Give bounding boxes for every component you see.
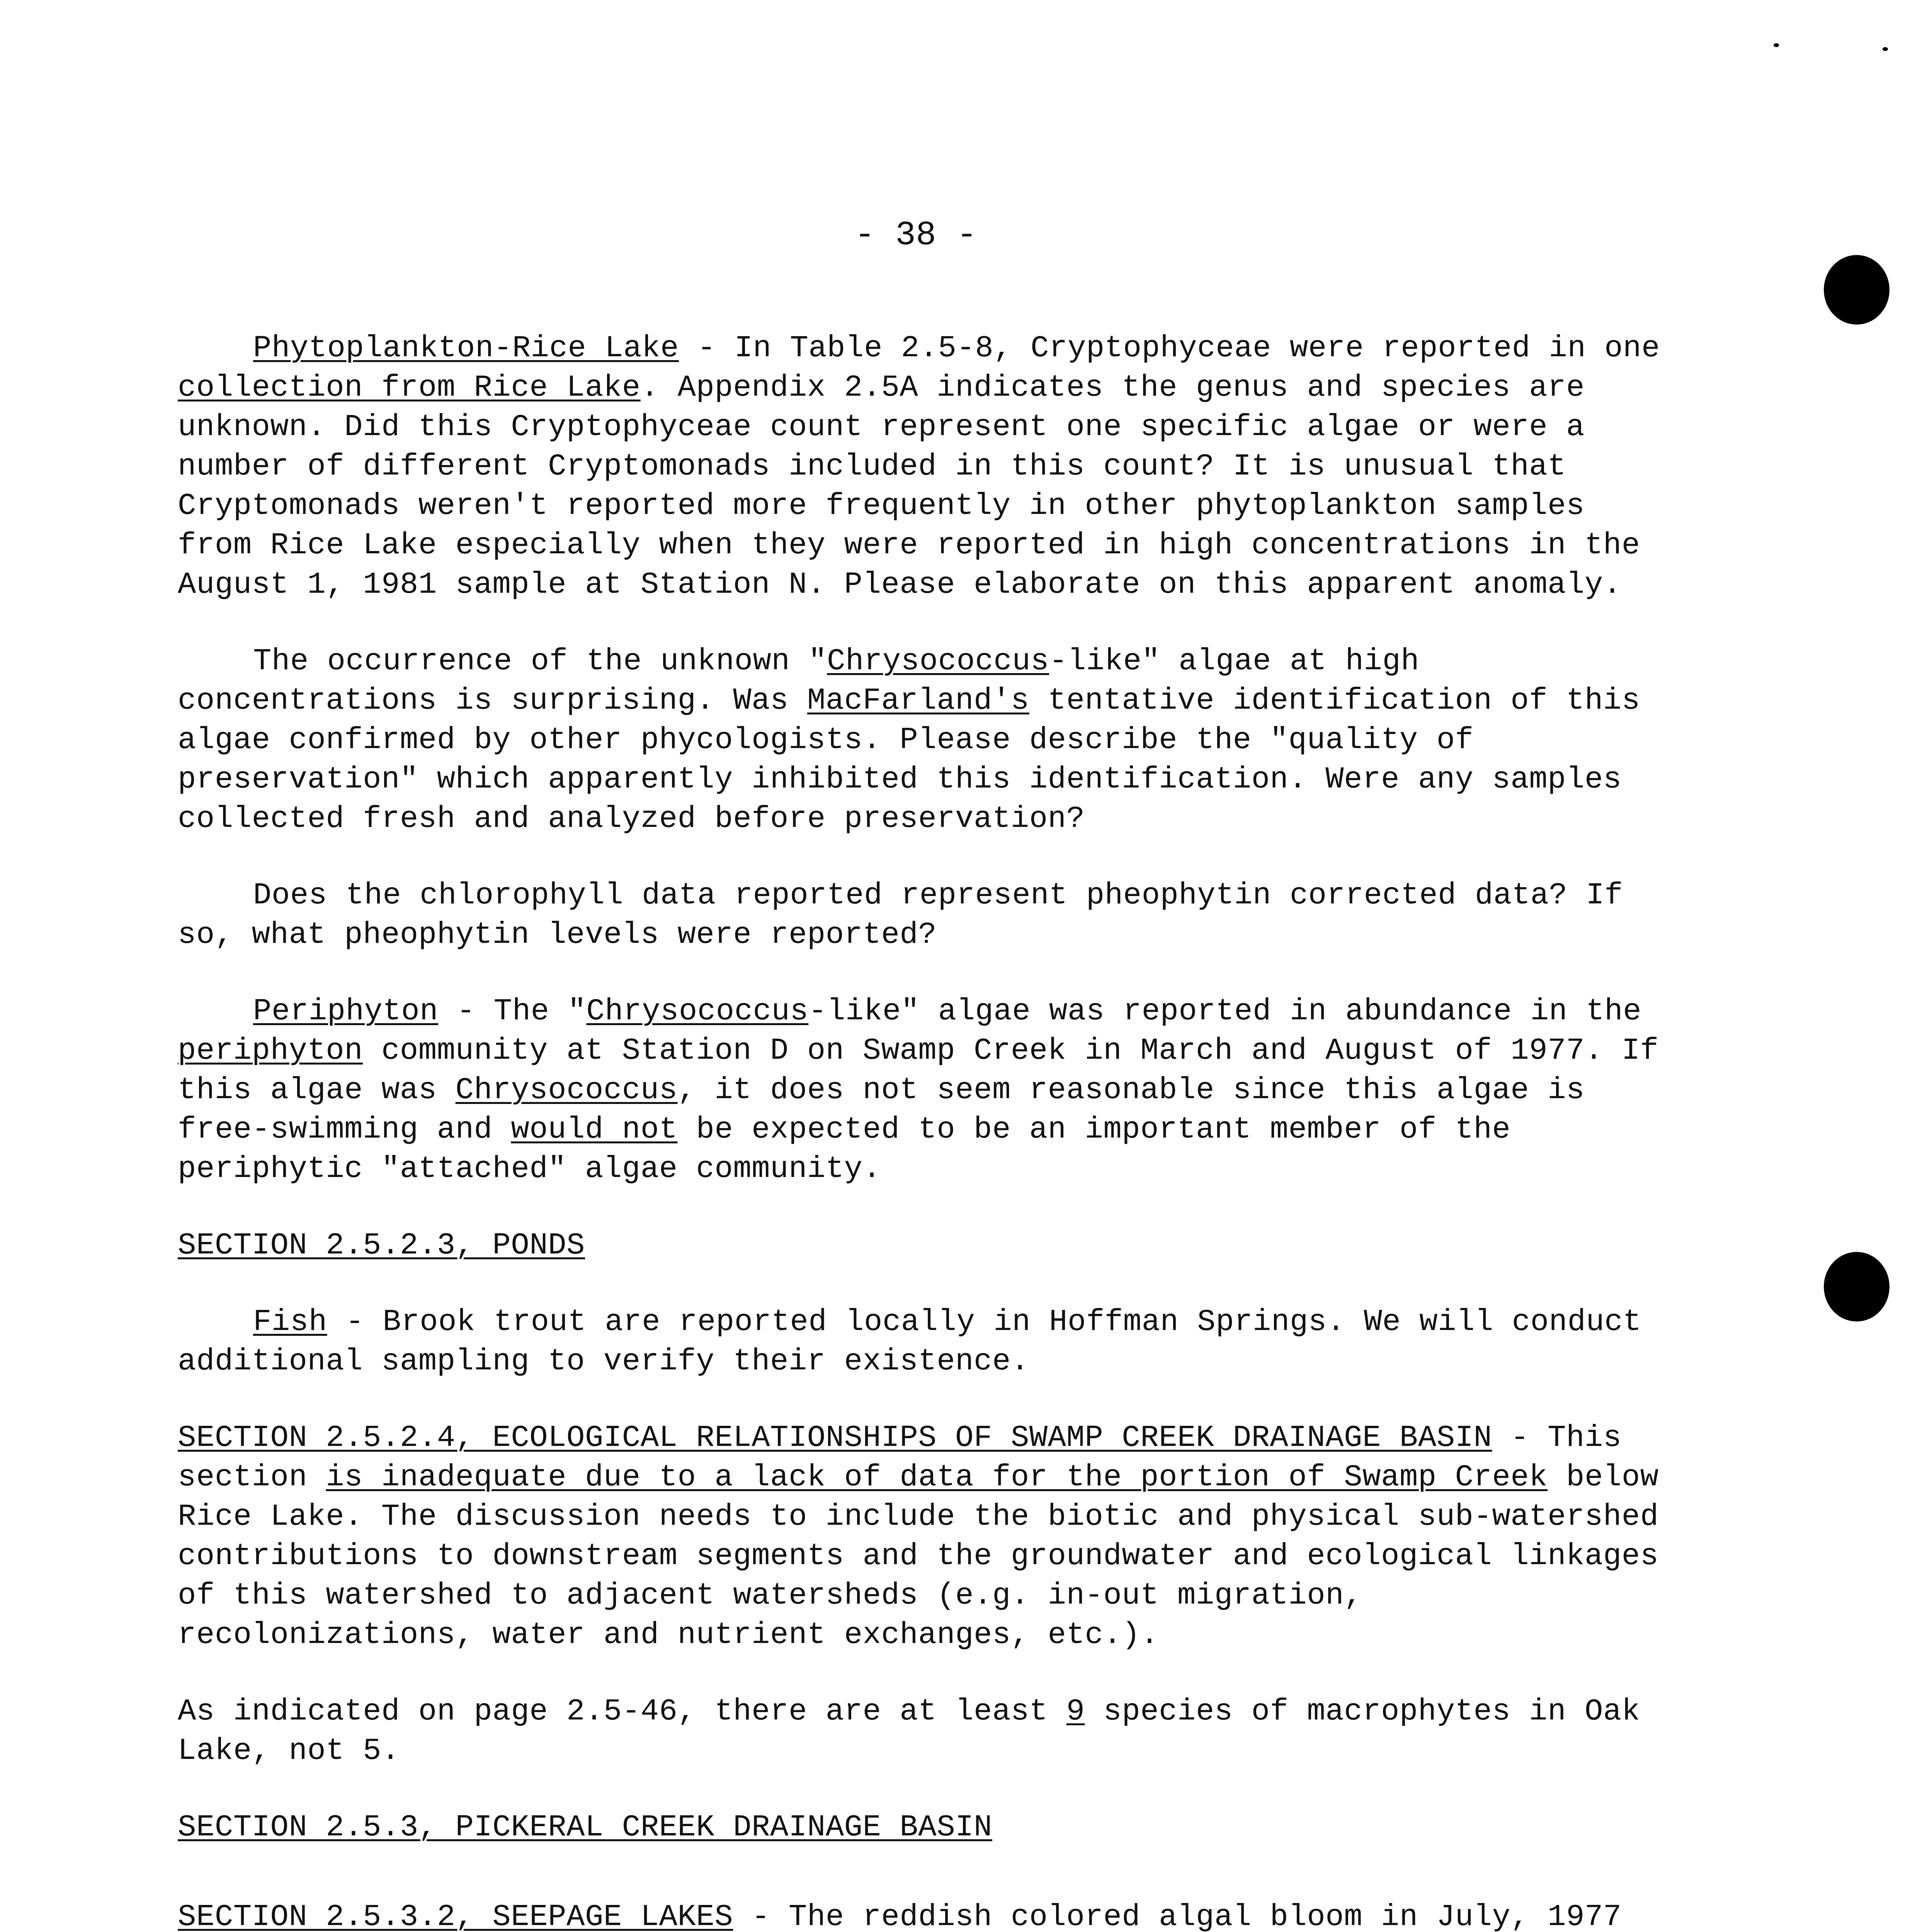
paragraph-text: - The reddish colored algal bloom in July, 1977 bbox=[733, 1900, 1622, 1932]
paragraph-periphyton bbox=[178, 992, 1669, 1189]
paragraph-text: The occurrence of the unknown " bbox=[253, 644, 827, 679]
underlined-text: Chrysococcus bbox=[455, 1073, 678, 1107]
section-heading-text: SECTION 2.5.2.4, ECOLOGICAL RELATIONSHIPS OF SWAMP CREEK DRAINAGE BASIN bbox=[178, 1420, 1492, 1455]
paragraph-text: As indicated on page 2.5-46, there are at least bbox=[178, 1694, 1066, 1729]
paragraph-ecological-relationships bbox=[178, 1418, 1669, 1655]
paragraph-text: - In Table 2.5-8, Cryptophyceae were reported in one bbox=[679, 331, 1660, 366]
section-heading-ponds bbox=[178, 1226, 1669, 1265]
underlined-text: periphyton bbox=[178, 1033, 363, 1068]
paragraph-text: . Appendix 2.5A indicates the genus and species are unknown. Did this Cryptophyceae count represent one specific algae or were a number of different Cryptomonads included in this count? It is unusual that Cryptomonads weren't reported more frequently in other phytoplankton samples from Rice Lake especially when they were reported in high concentrations in the August 1, 1981 sample at Station N. Please elaborate on this apparent anomaly. bbox=[178, 370, 1640, 602]
underlined-text: Chrysococcus bbox=[586, 994, 809, 1029]
punch-hole-top bbox=[1824, 255, 1889, 325]
paragraph-text: - The " bbox=[438, 994, 587, 1029]
page-number: - 38 - bbox=[854, 216, 977, 255]
underlined-text: would not bbox=[511, 1112, 678, 1147]
paragraph-text: be expected to be an important member of the periphytic "attached" algae community. bbox=[178, 1112, 1511, 1186]
scan-speck bbox=[1883, 47, 1888, 51]
underlined-text: 9 bbox=[1066, 1694, 1085, 1729]
underlined-text: is inadequate due to a lack of data for the portion of Swamp Creek bbox=[326, 1460, 1548, 1495]
scan-speck bbox=[1774, 43, 1779, 47]
paragraph-text: , it does not seem reasonable since this algae is free-swimming and bbox=[178, 1073, 1585, 1147]
underlined-text: MacFarland's bbox=[807, 683, 1029, 718]
section-heading-text: SECTION 2.5.3.2, SEEPAGE LAKES bbox=[178, 1900, 733, 1932]
paragraph-chrysococcus-occurrence bbox=[178, 641, 1669, 838]
paragraph-text: tentative identification of this algae confirmed by other phycologists. Please describe the "quality of preservation" which apparently inhibited this identification. Were any samples collected fresh and analyzed before preservation? bbox=[178, 683, 1640, 836]
periphyton-heading: Periphyton bbox=[253, 994, 439, 1029]
paragraph-text: species of macrophytes in Oak Lake, not 5. bbox=[178, 1694, 1640, 1768]
paragraph-phytoplankton-rice-lake bbox=[178, 328, 1669, 604]
phytoplankton-heading: Phytoplankton-Rice Lake bbox=[253, 331, 679, 366]
paragraph-text: - Brook trout are reported locally in Hoffman Springs. We will conduct additional sampling to verify their existence. bbox=[178, 1304, 1642, 1379]
paragraph-fish bbox=[178, 1302, 1669, 1381]
section-heading-pickeral bbox=[178, 1808, 1669, 1847]
paragraph-text: - This section bbox=[178, 1420, 1622, 1495]
document-body bbox=[178, 328, 1669, 1932]
paragraph-text: -like" algae at high concentrations is surprising. Was bbox=[178, 644, 1420, 718]
underlined-text: Chrysococcus bbox=[827, 644, 1049, 679]
paragraph-seepage-lakes bbox=[178, 1897, 1669, 1932]
paragraph-text: community at Station D on Swamp Creek in March and August of 1977. If this algae was bbox=[178, 1033, 1659, 1107]
underlined-text: collection from Rice Lake bbox=[178, 370, 641, 405]
paragraph-macrophytes bbox=[178, 1692, 1669, 1770]
paragraph-text: Does the chlorophyll data reported represent pheophytin corrected data? If so, what pheophytin levels were reported? bbox=[178, 878, 1623, 952]
section-heading-text: SECTION 2.5.3, PICKERAL CREEK DRAINAGE BASIN bbox=[178, 1810, 992, 1845]
paragraph-text: below Rice Lake. The discussion needs to include the biotic and physical sub-watershed contributions to downstream segments and the groundwater and ecological linkages of this watershed to adjacent watersheds (e.g. in-out migration, recolonizations, water and nutrient exchanges, etc.). bbox=[178, 1460, 1659, 1652]
punch-hole-middle bbox=[1824, 1252, 1889, 1321]
fish-heading: Fish bbox=[253, 1304, 327, 1339]
paragraph-text: -like" algae was reported in abundance in the bbox=[808, 994, 1642, 1029]
section-heading-text: SECTION 2.5.2.3, PONDS bbox=[178, 1228, 585, 1263]
paragraph-chlorophyll bbox=[178, 876, 1669, 954]
